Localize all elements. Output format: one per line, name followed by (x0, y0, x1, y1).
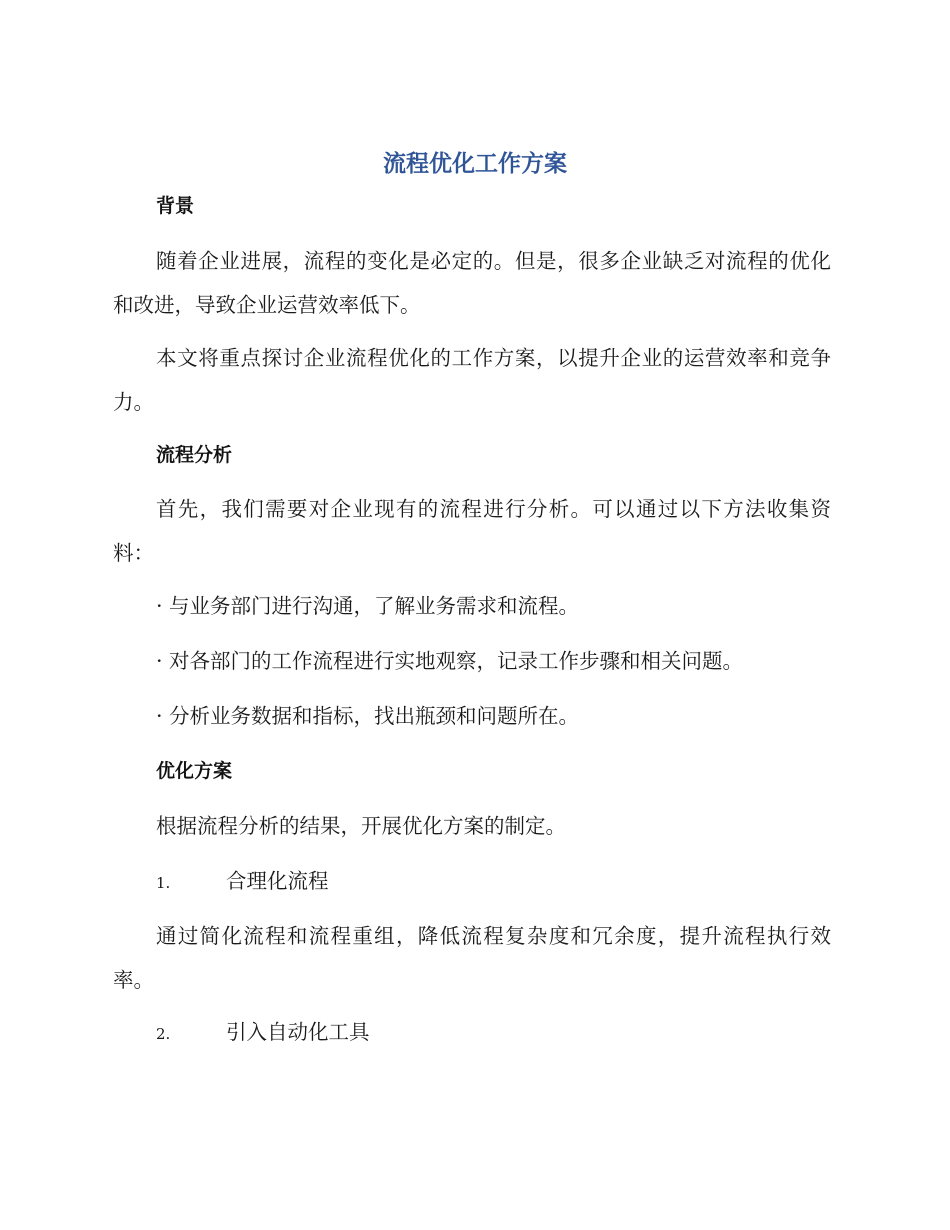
document-title: 流程优化工作方案 (383, 151, 567, 177)
section-heading-plan: 优化方案 (156, 760, 233, 782)
list-item-label: 引入自动化工具 (226, 1020, 370, 1044)
analysis-bullet-item: · 与业务部门进行沟通，了解业务需求和流程。 (156, 594, 580, 618)
plan-item-1-description: 通过简化流程和流程重组，降低流程复杂度和冗余度，提升流程执行效率。 (113, 924, 831, 992)
background-paragraph-1: 随着企业进展，流程的变化是必定的。但是，很多企业缺乏对流程的优化和改进，导致企业运营效率低下。 (113, 249, 831, 317)
analysis-intro-paragraph: 首先，我们需要对企业现有的流程进行分析。可以通过以下方法收集资料： (113, 497, 831, 565)
analysis-bullet-item: · 对各部门的工作流程进行实地观察，记录工作步骤和相关问题。 (156, 649, 744, 673)
analysis-bullet-item: · 分析业务数据和指标，找出瓶颈和问题所在。 (156, 704, 580, 728)
plan-numbered-item-1 (156, 866, 329, 898)
section-heading-background: 背景 (156, 195, 195, 217)
list-item-label: 合理化流程 (226, 869, 329, 893)
section-heading-analysis: 流程分析 (156, 444, 233, 466)
list-number: 1. (156, 874, 171, 892)
plan-intro-paragraph: 根据流程分析的结果，开展优化方案的制定。 (156, 814, 566, 838)
list-number: 2. (156, 1025, 171, 1043)
plan-numbered-item-2 (156, 1017, 370, 1049)
background-paragraph-2: 本文将重点探讨企业流程优化的工作方案，以提升企业的运营效率和竞争力。 (113, 346, 831, 414)
